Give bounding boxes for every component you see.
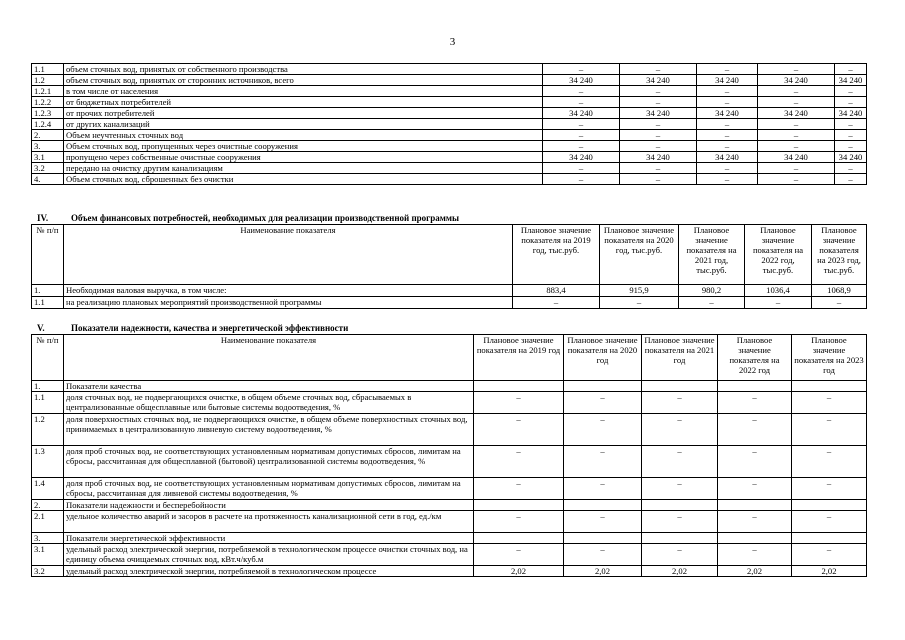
row-value-2023: – xyxy=(792,544,867,566)
row-value-2023: – xyxy=(835,174,867,185)
row-number: 2. xyxy=(32,130,64,141)
row-value-2022: – xyxy=(758,97,835,108)
row-indicator-name: Объем неучтенных сточных вод xyxy=(64,130,543,141)
row-value-2023: – xyxy=(812,297,867,309)
row-value-2022: – xyxy=(718,392,792,414)
row-number: 2.1 xyxy=(32,511,64,533)
row-indicator-name: от бюджетных потребителей xyxy=(64,97,543,108)
row-value-2023 xyxy=(792,500,867,511)
row-value-2023: – xyxy=(835,86,867,97)
table-row xyxy=(32,381,867,392)
row-value-2021: – xyxy=(679,297,745,309)
row-value-2019: 883,4 xyxy=(513,285,600,297)
row-value-2020: – xyxy=(564,478,642,500)
row-value-2023: 34 240 xyxy=(835,108,867,119)
row-value-2019: – xyxy=(474,478,564,500)
row-value-2021 xyxy=(642,381,718,392)
row-value-2020: – xyxy=(620,141,697,152)
row-value-2019: 34 240 xyxy=(543,152,620,163)
row-value-2020: – xyxy=(564,511,642,533)
row-indicator-name: удельное количество аварий и засоров в расчете на протяженность канализационной сети в год, ед./км xyxy=(64,511,474,533)
wastewater-volume-table xyxy=(31,63,867,185)
row-value-2020: – xyxy=(564,392,642,414)
table-row xyxy=(32,119,867,130)
row-value-2023: – xyxy=(835,119,867,130)
row-indicator-name: на реализацию плановых мероприятий производственной программы xyxy=(64,297,513,309)
row-value-2023: – xyxy=(835,163,867,174)
row-number: 2. xyxy=(32,500,64,511)
row-indicator-name: доля сточных вод, не подвергающихся очистке, в общем объеме сточных вод, сбрасываемых в централизованные общесплавные или бытовые системы водоотведения, % xyxy=(64,392,474,414)
header-2023: Плановое значение показателя на 2023 год, тыс.руб. xyxy=(812,225,867,285)
row-value-2021: – xyxy=(642,478,718,500)
row-value-2019 xyxy=(474,533,564,544)
section-4-heading xyxy=(31,213,459,223)
table-row xyxy=(32,414,867,446)
row-indicator-name: объем сточных вод, принятых от собственного производства xyxy=(64,64,543,75)
row-number: 3. xyxy=(32,533,64,544)
row-value-2023: – xyxy=(792,511,867,533)
row-value-2022: 34 240 xyxy=(758,75,835,86)
row-value-2021: – xyxy=(697,130,758,141)
row-number: 1.2 xyxy=(32,75,64,86)
row-value-2021: 980,2 xyxy=(679,285,745,297)
header-2022: Плановое значение показателя на 2022 год xyxy=(718,335,792,381)
header-name: Наименование показателя xyxy=(64,335,474,381)
row-value-2022: 1036,4 xyxy=(745,285,812,297)
header-num: № п/п xyxy=(32,225,64,285)
row-value-2019: – xyxy=(513,297,600,309)
row-value-2023: – xyxy=(792,392,867,414)
row-number: 3.2 xyxy=(32,566,64,577)
financial-needs-table xyxy=(31,224,867,309)
table-row xyxy=(32,86,867,97)
table-row xyxy=(32,285,867,297)
table-row xyxy=(32,163,867,174)
row-value-2021: – xyxy=(697,163,758,174)
row-value-2022: – xyxy=(758,141,835,152)
row-value-2021: – xyxy=(697,64,758,75)
row-value-2021: – xyxy=(642,392,718,414)
row-value-2023: 1068,9 xyxy=(812,285,867,297)
row-value-2020 xyxy=(564,381,642,392)
row-value-2019: – xyxy=(543,174,620,185)
section-5-number: V. xyxy=(37,323,45,333)
row-value-2019: – xyxy=(543,119,620,130)
row-value-2022: – xyxy=(758,130,835,141)
row-value-2022: – xyxy=(758,174,835,185)
row-indicator-name: доля поверхностных сточных вод, не подвергающихся очистке, в общем объеме поверхностных сточных вод, принимаемых в централизованную ливневую систему водоотведения, % xyxy=(64,414,474,446)
row-value-2021: 2,02 xyxy=(642,566,718,577)
row-number: 3. xyxy=(32,141,64,152)
row-value-2023: – xyxy=(835,64,867,75)
row-value-2023: – xyxy=(835,97,867,108)
row-value-2019: – xyxy=(474,446,564,478)
row-number: 1.1 xyxy=(32,297,64,309)
row-number: 1.1 xyxy=(32,392,64,414)
row-value-2020: 2,02 xyxy=(564,566,642,577)
row-value-2021: 34 240 xyxy=(697,152,758,163)
row-value-2022: – xyxy=(745,297,812,309)
row-value-2019: – xyxy=(474,511,564,533)
row-value-2023: – xyxy=(835,130,867,141)
row-value-2020: 34 240 xyxy=(620,152,697,163)
row-value-2021: – xyxy=(697,86,758,97)
row-value-2019: – xyxy=(543,86,620,97)
row-indicator-name: передано на очистку другим канализациям xyxy=(64,163,543,174)
row-value-2019: – xyxy=(543,97,620,108)
table-row xyxy=(32,544,867,566)
row-number: 1.3 xyxy=(32,446,64,478)
row-value-2020 xyxy=(564,500,642,511)
header-2020: Плановое значение показателя на 2020 год xyxy=(564,335,642,381)
section-5-title: Показатели надежности, качества и энергетической эффективности xyxy=(71,323,349,333)
row-indicator-name: от прочих потребителей xyxy=(64,108,543,119)
row-number: 1.2.2 xyxy=(32,97,64,108)
row-indicator-name: Показатели качества xyxy=(64,381,474,392)
row-value-2022: – xyxy=(718,544,792,566)
row-value-2020: – xyxy=(620,64,697,75)
row-indicator-name: в том числе от населения xyxy=(64,86,543,97)
table-row xyxy=(32,478,867,500)
header-2021: Плановое значение показателя на 2021 год, тыс.руб. xyxy=(679,225,745,285)
header-2019: Плановое значение показателя на 2019 год xyxy=(474,335,564,381)
header-name: Наименование показателя xyxy=(64,225,513,285)
header-num: № п/п xyxy=(32,335,64,381)
table-row xyxy=(32,174,867,185)
table-row xyxy=(32,75,867,86)
table-row xyxy=(32,392,867,414)
row-indicator-name: Объем сточных вод, пропущенных через очистные сооружения xyxy=(64,141,543,152)
row-value-2022: – xyxy=(758,119,835,130)
row-value-2019: – xyxy=(543,141,620,152)
row-value-2021: – xyxy=(642,414,718,446)
row-indicator-name: Показатели энергетической эффективности xyxy=(64,533,474,544)
row-indicator-name: доля проб сточных вод, не соответствующих установленным нормативам допустимых сбросов, лимитам на сбросы, рассчитанная для ливневой системы водоотведения, % xyxy=(64,478,474,500)
row-value-2022: 2,02 xyxy=(718,566,792,577)
row-value-2019 xyxy=(474,381,564,392)
table-row xyxy=(32,141,867,152)
row-indicator-name: пропущено через собственные очистные сооружения xyxy=(64,152,543,163)
row-value-2023: – xyxy=(792,414,867,446)
row-value-2021: – xyxy=(697,141,758,152)
row-number: 1.2.1 xyxy=(32,86,64,97)
row-value-2020: – xyxy=(620,174,697,185)
table-row xyxy=(32,108,867,119)
row-value-2022: – xyxy=(758,64,835,75)
row-number: 4. xyxy=(32,174,64,185)
row-number: 1.1 xyxy=(32,64,64,75)
row-value-2020: 915,9 xyxy=(600,285,679,297)
row-number: 1.2.4 xyxy=(32,119,64,130)
row-value-2020: – xyxy=(600,297,679,309)
row-value-2023: 2,02 xyxy=(792,566,867,577)
row-indicator-name: объем сточных вод, принятых от сторонних источников, всего xyxy=(64,75,543,86)
row-value-2022: – xyxy=(718,478,792,500)
reliability-quality-table xyxy=(31,334,867,577)
row-value-2022: – xyxy=(718,446,792,478)
row-value-2022: – xyxy=(718,511,792,533)
row-number: 1. xyxy=(32,285,64,297)
row-value-2021: – xyxy=(642,446,718,478)
row-value-2019: 2,02 xyxy=(474,566,564,577)
table-row xyxy=(32,566,867,577)
row-value-2020: – xyxy=(564,544,642,566)
row-indicator-name: доля проб сточных вод, не соответствующих установленным нормативам допустимых сбросов, лимитам на сбросы, рассчитанная для общесплавной (бытовой) централизованной системы водоотведения, % xyxy=(64,446,474,478)
row-value-2022 xyxy=(718,500,792,511)
row-number: 3.2 xyxy=(32,163,64,174)
table-row xyxy=(32,500,867,511)
row-value-2019 xyxy=(474,500,564,511)
row-number: 1. xyxy=(32,381,64,392)
row-indicator-name: удельный расход электрической энергии, потребляемой в технологическом процессе очистки сточных вод, на единицу объема очищаемых сточных вод, кВт.ч/куб.м xyxy=(64,544,474,566)
row-value-2019: – xyxy=(474,414,564,446)
row-value-2020: – xyxy=(620,86,697,97)
row-value-2019: – xyxy=(543,130,620,141)
row-value-2021: – xyxy=(697,97,758,108)
row-value-2019: – xyxy=(543,163,620,174)
row-value-2022: – xyxy=(758,86,835,97)
table-row xyxy=(32,446,867,478)
table-row xyxy=(32,297,867,309)
row-value-2023: 34 240 xyxy=(835,152,867,163)
row-value-2023: 34 240 xyxy=(835,75,867,86)
row-value-2021: 34 240 xyxy=(697,108,758,119)
row-value-2020 xyxy=(564,533,642,544)
row-value-2023 xyxy=(792,381,867,392)
row-value-2020: – xyxy=(620,119,697,130)
row-indicator-name: Необходимая валовая выручка, в том числе: xyxy=(64,285,513,297)
row-value-2020: – xyxy=(620,163,697,174)
row-value-2019: – xyxy=(543,64,620,75)
table-row xyxy=(32,511,867,533)
row-number: 1.4 xyxy=(32,478,64,500)
row-number: 3.1 xyxy=(32,152,64,163)
row-indicator-name: Объем сточных вод, сброшенных без очистки xyxy=(64,174,543,185)
section-5-heading xyxy=(31,323,348,333)
header-2019: Плановое значение показателя на 2019 год, тыс.руб. xyxy=(513,225,600,285)
row-value-2022: 34 240 xyxy=(758,152,835,163)
row-value-2022: 34 240 xyxy=(758,108,835,119)
row-value-2021: – xyxy=(697,119,758,130)
table-row xyxy=(32,130,867,141)
row-value-2021: – xyxy=(642,511,718,533)
row-value-2020: – xyxy=(564,414,642,446)
row-value-2021: – xyxy=(697,174,758,185)
row-value-2021: 34 240 xyxy=(697,75,758,86)
row-value-2019: – xyxy=(474,544,564,566)
row-value-2019: 34 240 xyxy=(543,75,620,86)
header-2023: Плановое значение показателя на 2023 год xyxy=(792,335,867,381)
page-number: 3 xyxy=(449,36,456,48)
table-row xyxy=(32,64,867,75)
row-number: 3.1 xyxy=(32,544,64,566)
row-value-2020: – xyxy=(620,130,697,141)
row-value-2023: – xyxy=(792,478,867,500)
row-value-2022 xyxy=(718,533,792,544)
row-value-2020: – xyxy=(620,97,697,108)
row-number: 1.2 xyxy=(32,414,64,446)
table-row xyxy=(32,152,867,163)
row-value-2019: – xyxy=(474,392,564,414)
section-4-title: Объем финансовых потребностей, необходимых для реализации производственной программы xyxy=(71,213,460,223)
row-indicator-name: Показатели надежности и бесперебойности xyxy=(64,500,474,511)
row-indicator-name: от других канализаций xyxy=(64,119,543,130)
row-value-2022: – xyxy=(718,414,792,446)
row-value-2022 xyxy=(718,381,792,392)
table-row xyxy=(32,97,867,108)
row-number: 1.2.3 xyxy=(32,108,64,119)
section-4-number: IV. xyxy=(37,213,49,223)
row-value-2022: – xyxy=(758,163,835,174)
row-value-2021 xyxy=(642,500,718,511)
row-value-2023 xyxy=(792,533,867,544)
table-row xyxy=(32,533,867,544)
row-value-2023: – xyxy=(835,141,867,152)
row-value-2019: 34 240 xyxy=(543,108,620,119)
row-value-2020: 34 240 xyxy=(620,108,697,119)
row-value-2020: 34 240 xyxy=(620,75,697,86)
header-2020: Плановое значение показателя на 2020 год, тыс.руб. xyxy=(600,225,679,285)
header-2021: Плановое значение показателя на 2021 год xyxy=(642,335,718,381)
row-value-2023: – xyxy=(792,446,867,478)
row-indicator-name: удельный расход электрической энергии, потребляемой в технологическом процессе xyxy=(64,566,474,577)
row-value-2020: – xyxy=(564,446,642,478)
header-2022: Плановое значение показателя на 2022 год, тыс.руб. xyxy=(745,225,812,285)
row-value-2021: – xyxy=(642,544,718,566)
row-value-2021 xyxy=(642,533,718,544)
